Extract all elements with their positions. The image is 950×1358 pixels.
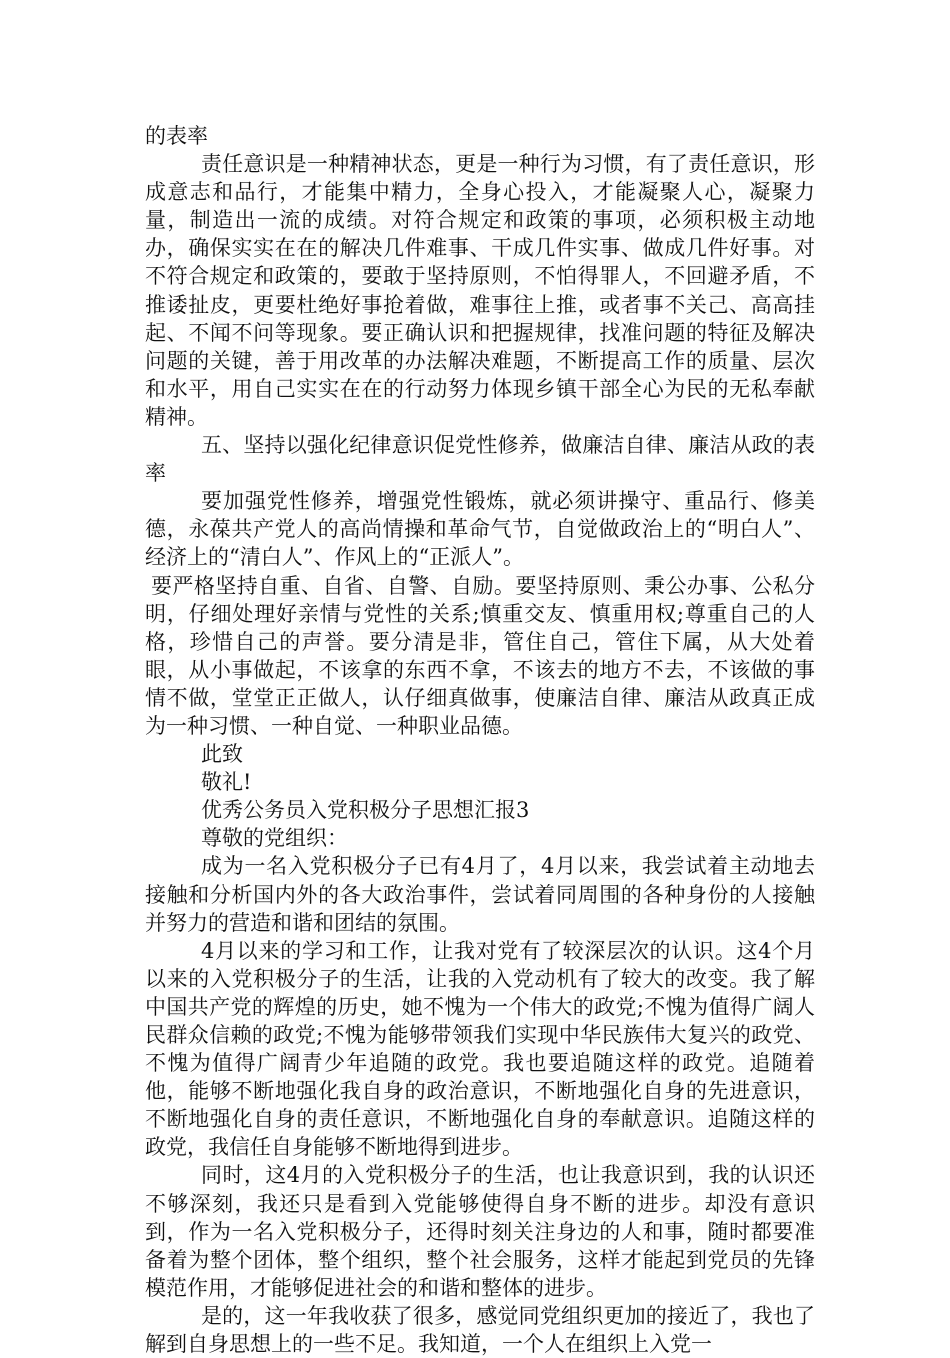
paragraph-awareness: 同时，这4月的入党积极分子的生活，也让我意识到，我的认识还不够深刻，我还只是看到入党能够使得自身不断的进步。却没有意识到，作为一名入党积极分子，还得时刻关注身边的人和事，随时都要准备着为整个团体，整个组织，整个社会服务，这样才能起到党员的先锋模范作用，才能够促进社会的和谐和整体的进步。 bbox=[145, 1163, 815, 1300]
report-title: 优秀公务员入党积极分子思想汇报3 bbox=[201, 798, 530, 823]
paragraph-study-work: 4月以来的学习和工作，让我对党有了较深层次的认识。这4个月以来的入党积极分子的生活，让我的入党动机有了较大的改变。我了解中国共产党的辉煌的历史，她不愧为一个伟大的政党;不愧为值得广阔人民群众信赖的政党;不愧为能够带领我们实现中华民族伟大复兴的政党、不愧为值得广阔青少年追随的政党。我也要追随这样的政党。追随着他，能够不断地强化我自身的政治意识，不断地强化自身的先进意识，不断地强化自身的责任意识，不断地强化自身的奉献意识。追随这样的政党，我信任自身能够不断地得到进步。 bbox=[145, 938, 815, 1160]
report-greeting: 尊敬的党组织： bbox=[201, 826, 348, 851]
paragraph-party-cultivation: 要加强党性修养，增强党性锻炼，就必须讲操守、重品行、修美德，永葆共产党人的高尚情操和革命气节，自觉做政治上的“明白人”、经济上的“清白人”、作风上的“正派人”。 bbox=[145, 489, 815, 570]
section-heading-five: 五、坚持以强化纪律意识促党性修养，做廉洁自律、廉洁从政的表率 bbox=[145, 433, 815, 486]
paragraph-self-discipline: 要严格坚持自重、自省、自警、自励。要坚持原则、秉公办事、公私分明，仔细处理好亲情与党性的关系;慎重交友、慎重用权;尊重自己的人格，珍惜自己的声誉。要分清是非，管住自己，管住下属，从大处着眼，从小事做起，不该拿的东西不拿，不该去的地方不去，不该做的事情不做，堂堂正正做人，认仔细真做事，使廉洁自律、廉洁从政真正成为一种习惯、一种自觉、一种职业品德。 bbox=[145, 573, 815, 738]
document-body bbox=[145, 122, 815, 1358]
paragraph-continuation: 的表率 bbox=[145, 124, 208, 148]
paragraph-four-months: 成为一名入党积极分子已有4月了，4月以来，我尝试着主动地去接触和分析国内外的各大政治事件，尝试着同周围的各种身份的人接触并努力的营造和谐和团结的氛围。 bbox=[145, 854, 815, 935]
closing-regards: 敬礼! bbox=[201, 770, 252, 795]
paragraph-responsibility: 责任意识是一种精神状态，更是一种行为习惯，有了责任意识，形成意志和品行，才能集中精力，全身心投入，才能凝聚人心，凝聚力量，制造出一流的成绩。对符合规定和政策的事项，必须积极主动地办，确保实实在在的解决几件难事、干成几件实事、做成几件好事。对不符合规定和政策的，要敢于坚持原则，不怕得罪人，不回避矛盾，不推诿扯皮，更要杜绝好事抢着做，难事往上推，或者事不关己、高高挂起、不闻不问等现象。要正确认识和把握规律，找准问题的特征及解决问题的关键，善于用改革的办法解决难题，不断提高工作的质量、层次和水平，用自己实实在在的行动努力体现乡镇干部全心为民的无私奉献精神。 bbox=[145, 152, 815, 429]
closing-salutation: 此致 bbox=[201, 742, 243, 767]
paragraph-harvest: 是的，这一年我收获了很多，感觉同党组织更加的接近了，我也了解到自身思想上的一些不足。我知道，一个人在组织上入党一 bbox=[145, 1303, 815, 1357]
